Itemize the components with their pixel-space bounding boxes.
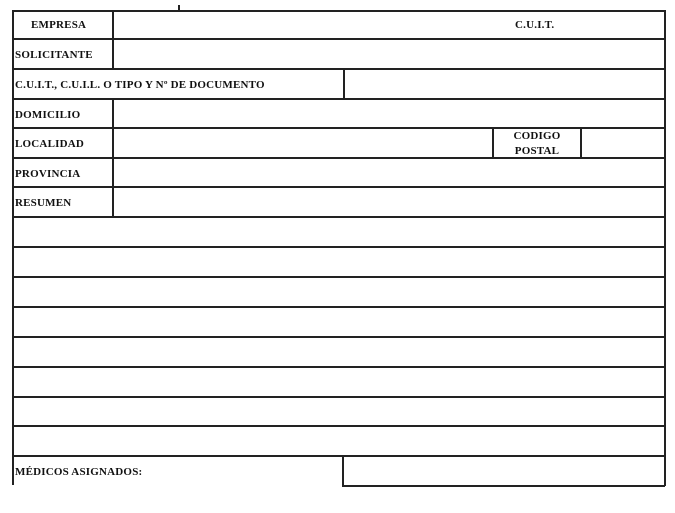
provincia-field[interactable] [114,159,663,186]
resumen-line-4[interactable] [14,308,663,336]
resumen-label: RESUMEN [15,197,72,209]
provincia-label: PROVINCIA [15,168,81,180]
resumen-line-3[interactable] [14,278,663,306]
codigo-postal-field[interactable] [582,129,663,157]
resumen-line-8[interactable] [14,427,663,455]
solicitante-field[interactable] [114,40,663,68]
codigo-postal-label-line1: CODIGO [513,130,561,142]
resumen-field[interactable] [114,188,663,216]
resumen-line-1[interactable] [14,218,663,246]
top-tick [178,5,180,10]
documento-field[interactable] [345,70,663,98]
empresa-field[interactable] [114,12,663,38]
domicilio-label: DOMICILIO [15,109,81,121]
cuit-label: C.U.I.T. [515,19,555,31]
resumen-line-7[interactable] [14,398,663,425]
resumen-line-6[interactable] [14,368,663,396]
domicilio-field[interactable] [114,100,663,127]
medicos-asignados-field[interactable] [344,457,663,485]
documento-label: C.U.I.T., C.U.I.L. O TIPO Y Nº DE DOCUMENTO [15,79,265,91]
row-line-bottom [342,485,665,487]
medicos-asignados-label: MÉDICOS ASIGNADOS: [15,466,143,478]
empresa-label: EMPRESA [31,19,87,31]
localidad-field[interactable] [114,129,491,157]
solicitante-label: SOLICITANTE [15,49,93,61]
resumen-line-5[interactable] [14,338,663,366]
localidad-label: LOCALIDAD [15,138,85,150]
right-border [664,10,666,486]
resumen-line-2[interactable] [14,248,663,276]
codigo-postal-label-line2: POSTAL [514,145,560,157]
